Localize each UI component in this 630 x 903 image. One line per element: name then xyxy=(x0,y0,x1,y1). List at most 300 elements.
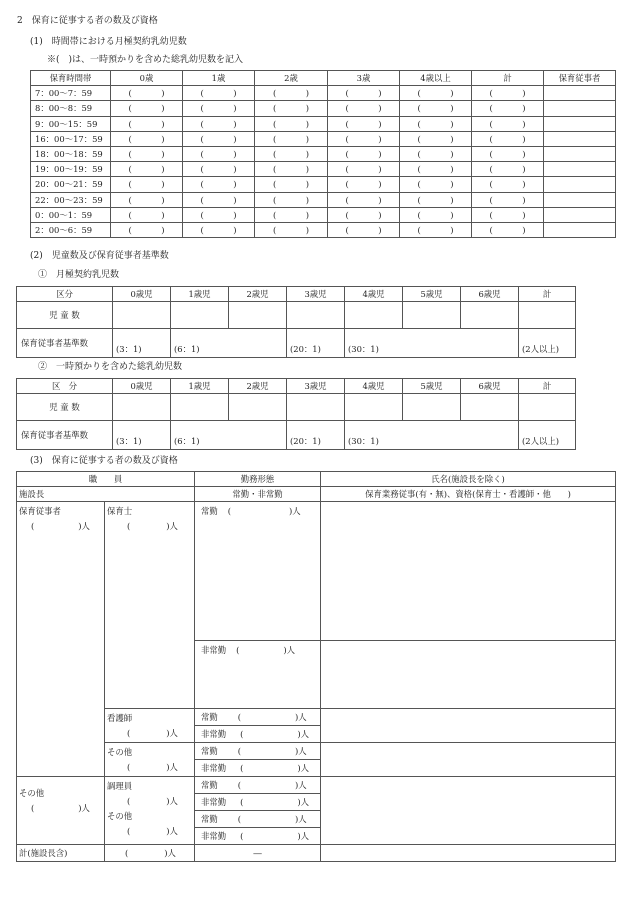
input-cell[interactable] xyxy=(287,302,345,329)
staff-cell[interactable] xyxy=(544,131,616,146)
count-cell[interactable] xyxy=(328,207,400,222)
count-cell[interactable] xyxy=(111,116,183,131)
count-cell[interactable] xyxy=(255,101,328,116)
count-cell[interactable] xyxy=(328,86,400,101)
count-cell[interactable] xyxy=(328,101,400,116)
paren-open: ( xyxy=(128,149,132,160)
total-label: 計(施設長含) xyxy=(17,845,105,862)
cook-parttime[interactable]: 非常勤 ( )人 xyxy=(195,794,321,811)
paren-close: ) xyxy=(161,118,165,129)
director-work-type: 常勤・非常勤 xyxy=(195,487,321,502)
paren-open: ( xyxy=(345,164,349,175)
other-names[interactable] xyxy=(321,743,616,777)
ratio-3: (20：1) xyxy=(287,421,345,450)
paren-open: ( xyxy=(345,209,349,220)
paren-close: ) xyxy=(450,88,454,99)
paren-close: ) xyxy=(305,88,309,99)
total-count[interactable]: ( )人 xyxy=(105,845,195,862)
paren-open: ( xyxy=(345,179,349,190)
count-cell[interactable] xyxy=(255,162,328,177)
paren-close: ) xyxy=(161,133,165,144)
count-cell[interactable] xyxy=(400,222,472,237)
paren-close: ) xyxy=(305,149,309,160)
count-cell[interactable] xyxy=(472,101,544,116)
paren-open: ( xyxy=(489,103,493,114)
input-cell[interactable] xyxy=(403,394,461,421)
paren-open: ( xyxy=(128,194,132,205)
header-age-4plus: 4歳以上 xyxy=(400,71,472,86)
header-1: 1歳児 xyxy=(171,379,229,394)
paren-open: ( xyxy=(489,164,493,175)
time-slot-label: 7：00～7：59 xyxy=(31,86,111,101)
staff-cell[interactable] xyxy=(544,192,616,207)
count-cell[interactable] xyxy=(183,116,255,131)
nurse-count[interactable]: ( )人 xyxy=(127,728,178,738)
staff-cell[interactable] xyxy=(544,146,616,161)
paren-close: ) xyxy=(233,164,237,175)
ratio-4: (30：1) xyxy=(345,329,519,358)
header-6: 6歳児 xyxy=(461,379,519,394)
other-childcare-count[interactable]: ( )人 xyxy=(127,762,178,772)
input-cell[interactable] xyxy=(403,302,461,329)
director-qualification: 保育業務従事(有・無)、資格(保育士・看護師・他 ) xyxy=(321,487,616,502)
childcare-staff-count[interactable]: ( )人 xyxy=(31,521,90,531)
count-cell[interactable] xyxy=(111,131,183,146)
paren-close: ) xyxy=(522,103,526,114)
paren-open: ( xyxy=(489,88,493,99)
header-5: 5歳児 xyxy=(403,379,461,394)
time-slot-row xyxy=(31,162,616,177)
paren-open: ( xyxy=(273,224,277,235)
ratio-0: (3：1) xyxy=(113,329,171,358)
total-names[interactable] xyxy=(321,845,616,862)
cook-count[interactable]: ( )人 xyxy=(127,796,178,806)
paren-open: ( xyxy=(273,194,277,205)
paren-close: ) xyxy=(450,103,454,114)
paren-close: ) xyxy=(450,224,454,235)
count-cell[interactable] xyxy=(328,177,400,192)
row-child-count: 児 童 数 xyxy=(17,302,113,329)
paren-open: ( xyxy=(417,209,421,220)
paren-close: ) xyxy=(305,194,309,205)
paren-close: ) xyxy=(378,164,382,175)
count-cell[interactable] xyxy=(183,177,255,192)
staff-cell[interactable] xyxy=(544,177,616,192)
paren-open: ( xyxy=(128,103,132,114)
count-cell[interactable] xyxy=(255,116,328,131)
count-cell[interactable] xyxy=(472,131,544,146)
cook-label: 調理員 xyxy=(107,781,133,791)
paren-close: ) xyxy=(233,179,237,190)
paren-open: ( xyxy=(200,133,204,144)
paren-open: ( xyxy=(200,164,204,175)
paren-open: ( xyxy=(128,209,132,220)
paren-open: ( xyxy=(417,103,421,114)
count-cell[interactable] xyxy=(111,86,183,101)
paren-open: ( xyxy=(273,179,277,190)
subsection-3-title: (3) 保育に従事する者の数及び資格 xyxy=(30,456,178,466)
count-cell[interactable] xyxy=(400,86,472,101)
paren-close: ) xyxy=(161,88,165,99)
input-cell[interactable] xyxy=(113,302,171,329)
row-staff-standard: 保育従事者基準数 xyxy=(17,421,113,450)
other-staff-names[interactable] xyxy=(321,777,616,845)
count-cell[interactable] xyxy=(400,116,472,131)
paren-open: ( xyxy=(489,118,493,129)
input-cell[interactable] xyxy=(461,302,519,329)
paren-open: ( xyxy=(345,224,349,235)
paren-close: ) xyxy=(161,209,165,220)
paren-open: ( xyxy=(417,179,421,190)
count-cell[interactable] xyxy=(328,162,400,177)
count-cell[interactable] xyxy=(183,207,255,222)
header-4: 4歳児 xyxy=(345,287,403,302)
paren-close: ) xyxy=(233,224,237,235)
input-cell[interactable] xyxy=(229,302,287,329)
count-cell[interactable] xyxy=(183,131,255,146)
header-4: 4歳児 xyxy=(345,379,403,394)
count-cell[interactable] xyxy=(400,177,472,192)
paren-open: ( xyxy=(417,118,421,129)
paren-open: ( xyxy=(273,133,277,144)
nurse-names[interactable] xyxy=(321,709,616,743)
ratio-4: (30：1) xyxy=(345,421,519,450)
paren-open: ( xyxy=(128,179,132,190)
paren-close: ) xyxy=(233,209,237,220)
count-cell[interactable] xyxy=(328,131,400,146)
count-cell[interactable] xyxy=(328,192,400,207)
count-cell[interactable] xyxy=(255,146,328,161)
header-time-slot: 保育時間帯 xyxy=(31,71,111,86)
time-slot-label: 0：00～1：59 xyxy=(31,207,111,222)
time-slot-label: 2：00～6：59 xyxy=(31,222,111,237)
count-cell[interactable] xyxy=(472,192,544,207)
paren-open: ( xyxy=(128,118,132,129)
count-cell[interactable] xyxy=(255,86,328,101)
input-cell[interactable] xyxy=(171,394,229,421)
ratio-total: (2人以上) xyxy=(519,329,576,358)
other-staff-label: その他 xyxy=(19,788,45,798)
count-cell[interactable] xyxy=(255,192,328,207)
misc-fulltime[interactable]: 常勤 ( )人 xyxy=(195,811,321,828)
paren-open: ( xyxy=(417,149,421,160)
paren-close: ) xyxy=(161,149,165,160)
director-label: 施設長 xyxy=(17,487,195,502)
count-cell[interactable] xyxy=(111,177,183,192)
count-cell[interactable] xyxy=(400,192,472,207)
paren-open: ( xyxy=(128,88,132,99)
header-3: 3歳児 xyxy=(287,379,345,394)
count-cell[interactable] xyxy=(255,222,328,237)
subsection-1-title: (1) 時間帯における月極契約乳幼児数 xyxy=(30,37,187,47)
time-slot-label: 22：00～23：59 xyxy=(31,192,111,207)
paren-open: ( xyxy=(489,194,493,205)
paren-close: ) xyxy=(522,88,526,99)
count-cell[interactable] xyxy=(111,222,183,237)
header-age-0: 0歳 xyxy=(111,71,183,86)
table-b-title: ② 一時預かりを含めた総乳幼児数 xyxy=(38,362,183,372)
total-dash: ― xyxy=(195,845,321,862)
count-cell[interactable] xyxy=(400,131,472,146)
header-5: 5歳児 xyxy=(403,287,461,302)
paren-open: ( xyxy=(200,88,204,99)
paren-close: ) xyxy=(305,164,309,175)
row-staff-standard: 保育従事者基準数 xyxy=(17,329,113,358)
paren-open: ( xyxy=(489,133,493,144)
staff-cell[interactable] xyxy=(544,162,616,177)
paren-close: ) xyxy=(522,118,526,129)
other-staff-count[interactable]: ( )人 xyxy=(31,803,90,813)
count-cell[interactable] xyxy=(472,207,544,222)
time-slot-row xyxy=(31,131,616,146)
subsection-2-title: (2) 児童数及び保育従事者基準数 xyxy=(30,251,169,261)
section-title: 2 保育に従事する者の数及び資格 xyxy=(17,16,158,26)
childcare-staff-label: 保育従事者 xyxy=(19,506,61,516)
ratio-3: (20：1) xyxy=(287,329,345,358)
count-cell[interactable] xyxy=(472,162,544,177)
count-cell[interactable] xyxy=(183,162,255,177)
paren-close: ) xyxy=(233,149,237,160)
misc-parttime[interactable]: 非常勤 ( )人 xyxy=(195,828,321,845)
header-category: 区分 xyxy=(17,287,113,302)
count-cell[interactable] xyxy=(400,146,472,161)
paren-close: ) xyxy=(450,179,454,190)
count-cell[interactable] xyxy=(472,86,544,101)
count-cell[interactable] xyxy=(400,162,472,177)
time-slot-row xyxy=(31,86,616,101)
header-staff: 職 員 xyxy=(17,472,195,487)
nurse-label: 看護師 xyxy=(107,713,133,723)
row-child-count: 児 童 数 xyxy=(17,394,113,421)
paren-close: ) xyxy=(450,164,454,175)
staff-cell[interactable] xyxy=(544,207,616,222)
count-cell[interactable] xyxy=(255,131,328,146)
count-cell[interactable] xyxy=(328,116,400,131)
paren-close: ) xyxy=(161,164,165,175)
cook-other-cell xyxy=(105,777,195,845)
count-cell[interactable] xyxy=(328,146,400,161)
paren-open: ( xyxy=(200,209,204,220)
time-slot-label: 19：00～19：59 xyxy=(31,162,111,177)
input-cell[interactable] xyxy=(461,394,519,421)
paren-close: ) xyxy=(305,179,309,190)
paren-open: ( xyxy=(273,118,277,129)
paren-open: ( xyxy=(345,103,349,114)
count-cell[interactable] xyxy=(183,146,255,161)
header-6: 6歳児 xyxy=(461,287,519,302)
count-cell[interactable] xyxy=(111,162,183,177)
header-childcare-staff: 保育従事者 xyxy=(544,71,616,86)
count-cell[interactable] xyxy=(255,177,328,192)
staff-cell[interactable] xyxy=(544,101,616,116)
paren-close: ) xyxy=(233,118,237,129)
count-cell[interactable] xyxy=(472,177,544,192)
paren-open: ( xyxy=(345,118,349,129)
count-cell[interactable] xyxy=(400,101,472,116)
count-cell[interactable] xyxy=(183,86,255,101)
count-cell[interactable] xyxy=(400,207,472,222)
paren-open: ( xyxy=(345,194,349,205)
paren-open: ( xyxy=(200,194,204,205)
header-age-2: 2歳 xyxy=(255,71,328,86)
count-cell[interactable] xyxy=(111,146,183,161)
paren-open: ( xyxy=(489,149,493,160)
nursery-fulltime-names[interactable] xyxy=(321,502,616,641)
input-cell[interactable] xyxy=(113,394,171,421)
time-slot-label: 8：00～8：59 xyxy=(31,101,111,116)
staff-cell[interactable] xyxy=(544,116,616,131)
count-cell[interactable] xyxy=(183,222,255,237)
paren-close: ) xyxy=(305,118,309,129)
input-cell[interactable] xyxy=(519,302,576,329)
paren-close: ) xyxy=(522,224,526,235)
nursery-parttime-names[interactable] xyxy=(321,641,616,709)
nursery-teacher-count[interactable]: ( )人 xyxy=(127,521,178,531)
input-cell[interactable] xyxy=(345,394,403,421)
ratio-1: (6：1) xyxy=(171,329,287,358)
staff-cell[interactable] xyxy=(544,86,616,101)
nurse-fulltime[interactable]: 常勤 ( )人 xyxy=(195,709,321,726)
count-cell[interactable] xyxy=(183,101,255,116)
nurse-cell xyxy=(105,709,195,743)
header-0: 0歳児 xyxy=(113,287,171,302)
input-cell[interactable] xyxy=(171,302,229,329)
paren-open: ( xyxy=(273,103,277,114)
other-staff-cell xyxy=(17,777,105,845)
paren-close: ) xyxy=(305,209,309,220)
paren-close: ) xyxy=(305,224,309,235)
staff-cell[interactable] xyxy=(544,222,616,237)
count-cell[interactable] xyxy=(183,192,255,207)
paren-open: ( xyxy=(489,224,493,235)
paren-close: ) xyxy=(378,179,382,190)
paren-open: ( xyxy=(273,88,277,99)
paren-close: ) xyxy=(522,149,526,160)
paren-close: ) xyxy=(161,179,165,190)
subsection-1-note: ※( )は、一時預かりを含めた総乳幼児数を記入 xyxy=(47,55,244,65)
input-cell[interactable] xyxy=(287,394,345,421)
paren-close: ) xyxy=(522,164,526,175)
paren-open: ( xyxy=(417,224,421,235)
paren-close: ) xyxy=(233,103,237,114)
childcare-staff-cell xyxy=(17,502,105,777)
time-slot-table xyxy=(30,70,616,238)
paren-close: ) xyxy=(305,103,309,114)
paren-open: ( xyxy=(200,224,204,235)
count-cell[interactable] xyxy=(328,222,400,237)
nursery-fulltime[interactable]: 常勤 ( )人 xyxy=(195,502,321,641)
header-age-3: 3歳 xyxy=(328,71,400,86)
paren-open: ( xyxy=(128,133,132,144)
paren-close: ) xyxy=(233,133,237,144)
count-cell[interactable] xyxy=(472,116,544,131)
paren-close: ) xyxy=(305,133,309,144)
ratio-1: (6：1) xyxy=(171,421,287,450)
paren-close: ) xyxy=(378,88,382,99)
time-slot-label: 20：00～21：59 xyxy=(31,177,111,192)
other-childcare-label: その他 xyxy=(107,747,133,757)
paren-open: ( xyxy=(489,209,493,220)
count-cell[interactable] xyxy=(111,101,183,116)
count-cell[interactable] xyxy=(111,207,183,222)
time-slot-row xyxy=(31,177,616,192)
paren-close: ) xyxy=(450,118,454,129)
header-total: 計 xyxy=(472,71,544,86)
paren-open: ( xyxy=(273,149,277,160)
paren-open: ( xyxy=(345,88,349,99)
monthly-infant-table xyxy=(16,286,576,358)
table-a-title: ① 月極契約乳児数 xyxy=(38,270,120,280)
other-parttime[interactable]: 非常勤 ( )人 xyxy=(195,760,321,777)
paren-close: ) xyxy=(522,209,526,220)
paren-close: ) xyxy=(161,194,165,205)
count-cell[interactable] xyxy=(111,192,183,207)
count-cell[interactable] xyxy=(255,207,328,222)
input-cell[interactable] xyxy=(345,302,403,329)
paren-close: ) xyxy=(233,194,237,205)
header-7: 計 xyxy=(519,379,576,394)
paren-close: ) xyxy=(450,149,454,160)
header-0: 0歳児 xyxy=(113,379,171,394)
time-slot-header-row xyxy=(31,71,616,86)
ratio-0: (3：1) xyxy=(113,421,171,450)
paren-close: ) xyxy=(522,179,526,190)
paren-close: ) xyxy=(522,194,526,205)
time-slot-row xyxy=(31,192,616,207)
count-cell[interactable] xyxy=(472,146,544,161)
nursery-teacher-cell xyxy=(105,502,195,709)
paren-close: ) xyxy=(233,88,237,99)
other-fulltime[interactable]: 常勤 ( )人 xyxy=(195,743,321,760)
nursery-teacher-label: 保育士 xyxy=(107,506,133,516)
paren-close: ) xyxy=(522,133,526,144)
paren-open: ( xyxy=(417,164,421,175)
paren-close: ) xyxy=(161,224,165,235)
time-slot-row xyxy=(31,222,616,237)
cook-fulltime[interactable]: 常勤 ( )人 xyxy=(195,777,321,794)
header-2: 2歳児 xyxy=(229,379,287,394)
paren-close: ) xyxy=(378,194,382,205)
paren-close: ) xyxy=(378,209,382,220)
paren-open: ( xyxy=(200,179,204,190)
header-name: 氏名(施設長を除く) xyxy=(321,472,616,487)
staff-qualification-table xyxy=(16,471,616,862)
header-3: 3歳児 xyxy=(287,287,345,302)
total-infant-table xyxy=(16,378,576,450)
header-2: 2歳児 xyxy=(229,287,287,302)
paren-open: ( xyxy=(273,164,277,175)
paren-open: ( xyxy=(200,149,204,160)
paren-open: ( xyxy=(273,209,277,220)
ratio-total: (2人以上) xyxy=(519,421,576,450)
header-1: 1歳児 xyxy=(171,287,229,302)
other-misc-count[interactable]: ( )人 xyxy=(127,826,178,836)
paren-close: ) xyxy=(161,103,165,114)
nursery-parttime[interactable]: 非常勤 ( )人 xyxy=(195,641,321,709)
paren-open: ( xyxy=(417,133,421,144)
paren-close: ) xyxy=(450,209,454,220)
paren-close: ) xyxy=(378,103,382,114)
paren-close: ) xyxy=(378,118,382,129)
input-cell[interactable] xyxy=(229,394,287,421)
nurse-parttime[interactable]: 非常勤 ( )人 xyxy=(195,726,321,743)
time-slot-row xyxy=(31,101,616,116)
paren-open: ( xyxy=(200,103,204,114)
count-cell[interactable] xyxy=(472,222,544,237)
header-age-1: 1歳 xyxy=(183,71,255,86)
paren-close: ) xyxy=(378,224,382,235)
input-cell[interactable] xyxy=(519,394,576,421)
